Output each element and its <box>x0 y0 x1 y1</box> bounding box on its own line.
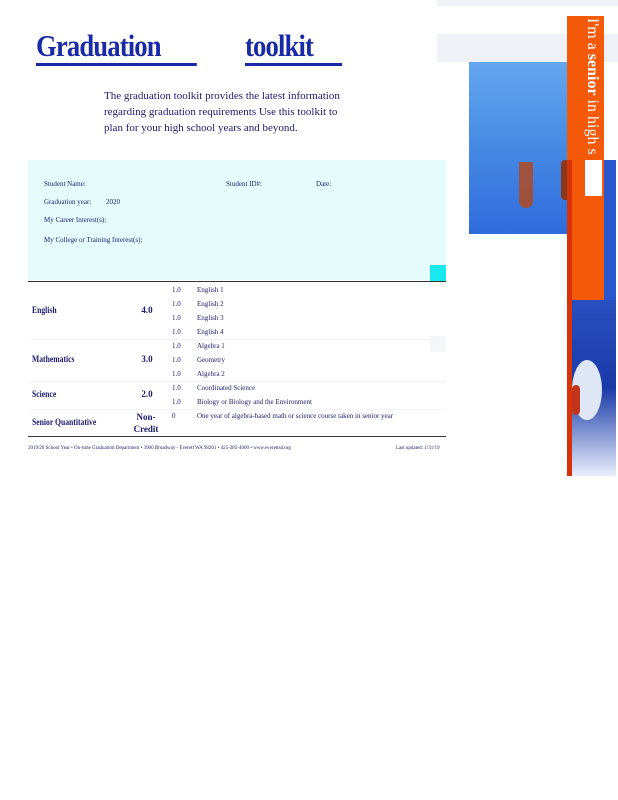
title-word-2: toolkit <box>245 29 342 66</box>
course-credit: 1.0 <box>172 328 181 336</box>
course-name: Algebra 2 <box>197 370 225 378</box>
college-interest-label: My College or Training Interest(s): <box>44 236 143 244</box>
subject-credits: Non-Credit <box>133 412 159 434</box>
grad-year-value: 2020 <box>106 198 120 206</box>
banner-suffix: in high s <box>584 95 601 155</box>
banner-photo <box>572 300 616 476</box>
last-updated: Last updated: 1/31/19 <box>396 446 440 451</box>
photo-detail <box>572 385 580 415</box>
course-credit: 1.0 <box>172 356 181 364</box>
career-interest-label: My Career Interest(s): <box>44 216 107 224</box>
course-credit: 1.0 <box>172 314 181 322</box>
photo-detail <box>519 162 533 208</box>
banner-prefix: I'm a <box>584 18 601 54</box>
course-name: Biology or Biology and the Environment <box>197 398 312 406</box>
table-row <box>28 395 446 409</box>
course-name: English 4 <box>197 328 224 336</box>
requirements-table <box>28 281 446 437</box>
page-title <box>36 28 342 66</box>
intro-paragraph: The graduation toolkit provides the latest information regarding graduation requirements Use this toolkit to plan for your high school years and beyond. <box>104 90 340 134</box>
title-word-1: Graduation <box>36 29 197 66</box>
course-credit: 1.0 <box>172 398 181 406</box>
top-decor-bar <box>437 0 618 6</box>
subject-english: English <box>32 305 57 315</box>
table-row <box>28 325 446 339</box>
accent-square <box>430 265 446 281</box>
subject-mathematics: Mathematics <box>32 354 75 364</box>
footer-info: 2019/20 School Year • On-time Graduation Department • 3900 Broadway - Everett WA 98201 • 425-385-4000 • www.everettsd.org <box>28 446 291 451</box>
table-row <box>28 367 446 381</box>
subject-credits: 2.0 <box>141 389 153 399</box>
course-name: English 1 <box>197 286 224 294</box>
student-photo <box>469 62 567 234</box>
table-row <box>28 283 446 297</box>
table-row <box>28 297 446 311</box>
banner-photo-strip <box>604 160 616 300</box>
student-id-label: Student ID#: <box>226 180 262 188</box>
student-name-label: Student Name: <box>44 180 86 188</box>
course-name: English 2 <box>197 300 224 308</box>
course-credit: 1.0 <box>172 342 181 350</box>
course-credit: 0 <box>172 412 176 420</box>
course-name: Algebra 1 <box>197 342 225 350</box>
course-credit: 1.0 <box>172 370 181 378</box>
course-credit: 1.0 <box>172 286 181 294</box>
student-info-box <box>28 160 446 280</box>
table-bottom-rule <box>28 436 446 437</box>
banner-text <box>579 18 605 178</box>
course-name: English 3 <box>197 314 224 322</box>
course-name: Geometry <box>197 356 225 364</box>
subject-senior-quantitative: Senior Quantitative <box>32 417 97 427</box>
course-credit: 1.0 <box>172 384 181 392</box>
subject-science: Science <box>32 389 57 399</box>
banner-bold: senior <box>584 53 601 96</box>
course-name: One year of algebra-based math or science course taken in senior year <box>197 412 394 420</box>
table-row <box>28 311 446 325</box>
table-row <box>28 381 446 395</box>
subject-credits: 3.0 <box>141 354 153 364</box>
course-name: Coordinated Science <box>197 384 256 392</box>
subject-credits: 4.0 <box>141 305 153 315</box>
course-credit: 1.0 <box>172 300 181 308</box>
table-row <box>28 339 446 353</box>
grad-year-label: Graduation year: <box>44 198 92 206</box>
date-label: Date: <box>316 180 332 188</box>
table-row <box>28 353 446 367</box>
